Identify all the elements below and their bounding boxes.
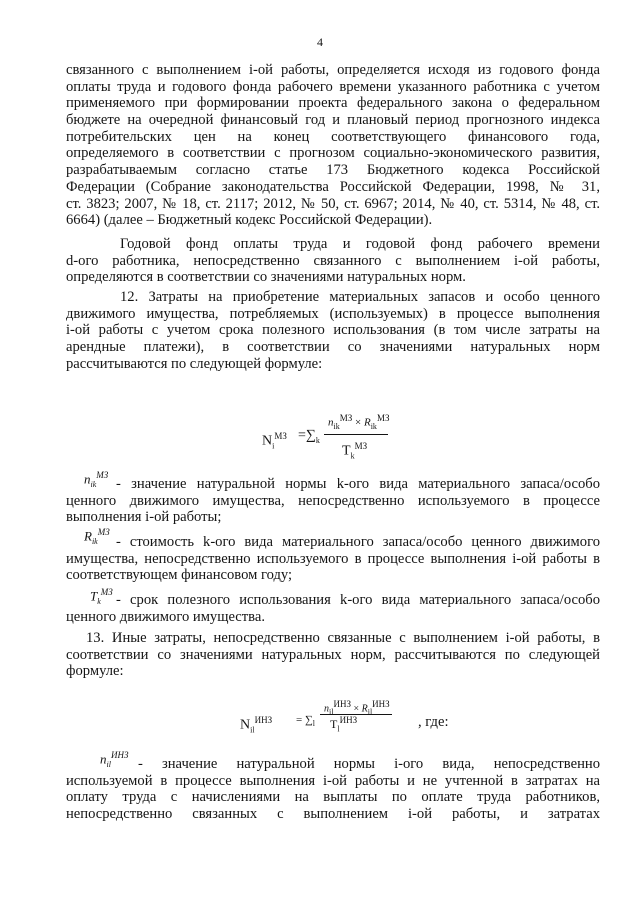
text-line: формуле: [66, 663, 124, 680]
text-line: соответствующем финансовом году; [66, 567, 293, 584]
formula-other-costs [240, 692, 470, 742]
text-line: - стоимость k-ого вида материального запаса/особо ценного движимого [116, 534, 600, 550]
text-line: разрабатываемым согласно статье 173 Бюджетного кодекса Российской [66, 162, 600, 179]
formula-denominator: $T_l^{ИНЗ}$ [330, 715, 358, 734]
definition-n-inz [66, 756, 600, 823]
formula-materials [262, 410, 402, 466]
formula-equals-sum: = $\sum_l$ [296, 714, 316, 729]
text-line: - значение натуральной нормы k-ого вида материального запаса/особо [116, 476, 600, 492]
symbol-n-inz: $n_{il}^{ИНЗ}$ [100, 750, 129, 769]
text-line: i-ой работы с учетом срока полезного использования (в том числе затраты на [66, 322, 600, 339]
formula-numerator: $n_{il}ИНЗ \times R_{il}ИНЗ$ [324, 699, 390, 717]
symbol-t-mz: $T_k^{МЗ}$ [90, 587, 113, 606]
text-line: рассчитываются по следующей формуле: [66, 355, 323, 372]
formula-numerator: $n_{ik}^{МЗ} \times R_{ik}^{МЗ}$ [328, 413, 390, 431]
formula-lhs: $N_{il}^{ИНЗ}$ [240, 715, 273, 735]
symbol-n-mz: $n_{ik}^{МЗ}$ [84, 470, 109, 489]
text-line: связанного с выполнением i-ой работы, определяется исходя из годового фонда [66, 62, 600, 78]
text-line: ценного движимого имущества. [66, 608, 265, 625]
text-line: 12. Затраты на приобретение материальных запасов и особо ценного [120, 289, 600, 305]
text-line: имущества, непосредственно используемого в процессе выполнения i-ой работы в [66, 550, 600, 567]
text-line: движимого имущества, потребляемых (используемых) в процессе выполнения [66, 305, 600, 322]
formula-lhs: $N_i^{МЗ}$ [262, 431, 287, 451]
symbol-r-mz: $R_{ik}^{МЗ}$ [84, 527, 110, 546]
text-line: потребительских цен на конец соответствующего финансового года, [66, 128, 600, 145]
text-line: применяемого при формировании проекта федерального закона о федеральном [66, 95, 600, 112]
text-line: выполнения i-ой работы; [66, 509, 222, 526]
paragraph-2 [66, 236, 600, 286]
text-line: арендные платежи), в соответствии со значениями натуральных норм [66, 339, 600, 356]
definition-n-mz [66, 476, 600, 526]
paragraph-1 [66, 62, 600, 229]
definition-t-mz [66, 592, 600, 625]
text-line: ст. 3823; 2007, № 18, ст. 2117; 2012, № 50, ст. 6967; 2014, № 40, ст. 5314, № 48, ст. [66, 195, 600, 212]
formula-equals-sum: $=\sum_k$ [298, 428, 320, 445]
text-line: оплаты труда и годового фонда рабочего времени указанного работника с учетом [66, 78, 600, 95]
text-line: 13. Иные затраты, непосредственно связанные с выполнением i-ой работы, в [86, 630, 600, 646]
text-line: определяются в соответствии со значениями натуральных норм. [66, 269, 466, 286]
text-line: d-ого работника, непосредственно связанного с выполнением i-ой работы, [66, 252, 600, 269]
text-line: бюджете на очередной финансовый год и плановый период прогнозного индекса [66, 112, 600, 129]
fraction-bar [324, 434, 388, 435]
formula-denominator: $T_k^{МЗ}$ [342, 441, 368, 461]
text-line: Федерации (Собрание законодательства Российской Федерации, 1998, № 31, [66, 178, 600, 195]
paragraph-12 [66, 289, 600, 372]
text-line: непосредственно связанных с выполнением i-ой работы, и затратах [66, 806, 600, 823]
text-line: соответствии со значениями натуральных норм, рассчитываются по следующей [66, 646, 600, 663]
text-line: 6664) (далее – Бюджетный кодекс Российской Федерации). [66, 212, 433, 229]
text-line: ценного движимого имущества, непосредственно используемого в процессе [66, 492, 600, 509]
text-line: Годовой фонд оплаты труда и годовой фонд рабочего времени [120, 236, 600, 252]
text-line: используемой в процессе выполнения i-ой работы и не учтенной в затратах на [66, 772, 600, 789]
text-line: определяемого в соответствии с прогнозом социально-экономического развития, [66, 145, 600, 162]
paragraph-13 [66, 630, 600, 680]
page-number: 4 [317, 35, 323, 49]
text-line: оплату труда с начислениями на выплаты по оплате труда работников, [66, 789, 600, 806]
definition-r-mz [66, 534, 600, 584]
formula-suffix: , где: [418, 714, 449, 730]
text-line: - значение натуральной нормы i-ого вида, непосредственно [138, 756, 600, 772]
text-line: - срок полезного использования k-ого вида материального запаса/особо [116, 592, 600, 608]
